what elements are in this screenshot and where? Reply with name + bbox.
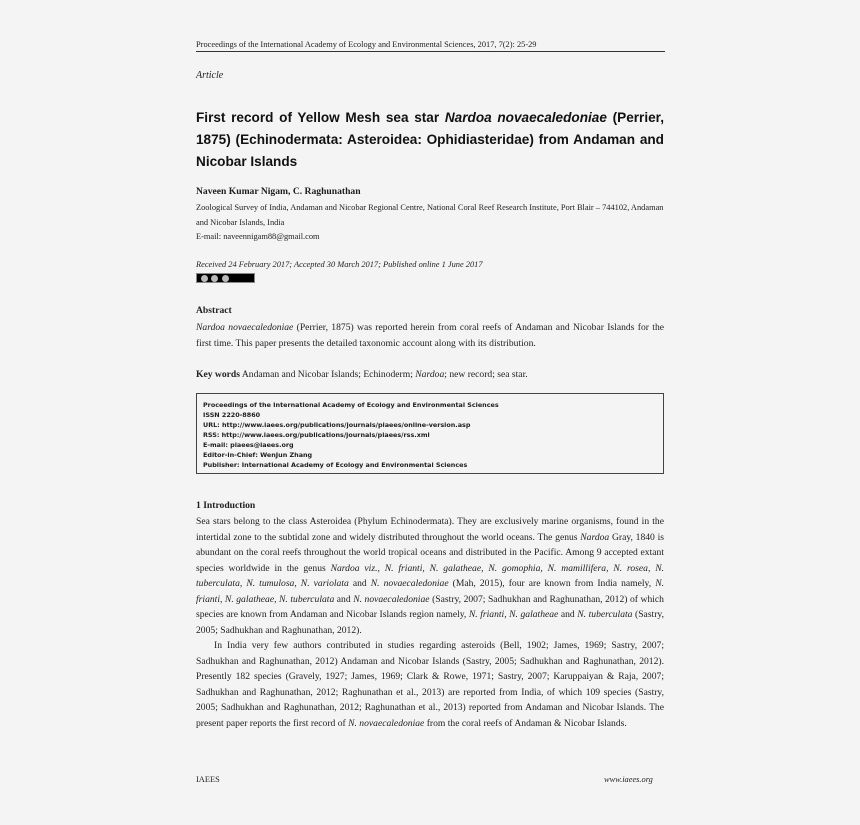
running-head: Proceedings of the International Academy of Ecology and Environmental Sciences, 2017, 7(2): 25-29 xyxy=(196,40,665,52)
keywords-genus: Nardoa xyxy=(415,369,445,380)
affiliation-block xyxy=(196,201,666,245)
title-species: Nardoa novaecaledoniae xyxy=(444,110,607,125)
by-icon xyxy=(211,275,218,282)
text-run: N. frianti, N. galatheae, N. tuberculata xyxy=(196,578,664,605)
abstract-heading: Abstract xyxy=(196,305,232,316)
authors: Naveen Kumar Nigam, C. Raghunathan xyxy=(196,186,361,197)
text-run: and xyxy=(348,578,371,589)
title-part1: First record of Yellow Mesh sea star xyxy=(196,110,445,125)
paper-title xyxy=(196,107,664,173)
text-run: and xyxy=(558,609,578,620)
keywords-label: Key words xyxy=(196,369,240,380)
text-run: N. frianti, N. galatheae xyxy=(468,609,559,620)
journal-name-line: Proceedings of the International Academy of Ecology and Environmental Sciences xyxy=(203,401,499,409)
introduction-body xyxy=(196,514,664,731)
keywords-part2: ; new record; sea star. xyxy=(444,369,528,380)
rss-line: RSS: http://www.iaees.org/publications/journals/piaees/rss.xml xyxy=(203,431,430,439)
text-run: (Sastry, 2007; Sadhukhan and Raghunathan, 2012) of which species are known from Andaman and Nicobar Islands region namely, xyxy=(196,593,664,620)
text-run: Nardoa viz., N. frianti, N. galatheae, N. gomophia, N. mamillifera, N. rosea, N. tuberculata, N. tumulosa, N. variolata xyxy=(196,562,665,589)
text-run: N. tuberculata xyxy=(577,609,633,620)
journal-info-box xyxy=(196,393,664,474)
footer-website: www.iaees.org xyxy=(604,775,653,784)
abstract-body: (Perrier, 1875) was reported herein from coral reefs of Andaman and Nicobar Islands for the first time. This paper presents the detailed taxonomic account along with its distribution. xyxy=(196,322,664,349)
text-run: Gray, 1840 is abundant on the coral reefs throughout the world tropical oceans and distributed in the Pacific. Among 9 accepted extant species worldwide in the genus xyxy=(196,531,664,574)
text-run: (Sastry, 2005; Sadhukhan and Raghunathan, 2012). xyxy=(196,609,664,636)
text-run: and xyxy=(334,593,354,605)
introduction-paragraph-2 xyxy=(196,638,664,731)
cc-icon xyxy=(201,275,208,282)
footer-publisher: IAEES xyxy=(196,775,220,784)
keywords xyxy=(196,367,664,383)
issn-line: ISSN 2220-8860 xyxy=(203,411,261,419)
article-type-label: Article xyxy=(196,70,224,81)
url-line: URL: http://www.iaees.org/publications/journals/piaees/online-version.asp xyxy=(203,421,471,429)
text-run: In India very few authors contributed in studies regarding asteroids (Bell, 1902; James, 1969; Sastry, 2007; Sadhukhan and Raghunathan, 2012) Andaman and Nicobar Islands (Sastry, 2005; Sadhukhan and Raghunathan, 2012). Presently 182 species (Gravely, 1927; James, 1969; Clark & Rowe, 1971; Sastry, 2007; Karuppaiyan & Raja, 2007; Sadhukhan and Raghunathan, 2012; Raghunathan et al., 2013) are reported from India, of which 109 species (Sastry, 2005; Sadhukhan and Raghunathan, 2012; Raghunathan et al., 2013) reported from Andaman and Nicobar Islands. The present paper reports the first record of xyxy=(196,640,664,729)
text-run: from the coral reefs of Andaman & Nicobar Islands. xyxy=(424,717,627,729)
cc-license-badge xyxy=(196,273,255,283)
title-part2: (Perrier, 1875) (Echinodermata: Asteroidea: Ophidiasteridae) from Andaman and Nicobar Islands xyxy=(196,110,664,169)
abstract-species: Nardoa novaecaledoniae xyxy=(196,322,294,333)
text-run: N. novaecaledoniae xyxy=(353,593,430,605)
abstract-text xyxy=(196,320,664,351)
text-run: N. novaecaledoniae xyxy=(348,717,425,729)
email: E-mail: naveennigam88@gmail.com xyxy=(196,232,320,241)
keywords-part1: Andaman and Nicobar Islands; Echinoderm; xyxy=(239,369,416,380)
publication-dates: Received 24 February 2017; Accepted 30 March 2017; Published online 1 June 2017 xyxy=(196,260,483,269)
introduction-paragraph-1 xyxy=(196,514,664,638)
email-line: E-mail: piaees@iaees.org xyxy=(203,441,294,449)
text-run: (Mah, 2015), four are known from India namely, xyxy=(448,578,656,589)
text-run: Nardoa xyxy=(580,531,610,543)
text-run: Sea stars belong to the class Asteroidea (Phylum Echinodermata). They are exclusively marine organisms, found in the intertidal zone to the subtidal zone and widely distributed throughout the world oceans. The genus xyxy=(196,516,664,543)
introduction-heading: 1 Introduction xyxy=(196,500,256,511)
editor-line: Editor-in-Chief: WenJun Zhang xyxy=(203,451,313,459)
affiliation: Zoological Survey of India, Andaman and Nicobar Regional Centre, National Coral Reef Research Institute, Port Blair – 744102, Andaman and Nicobar Islands, India xyxy=(196,203,664,227)
text-run: N. novaecaledoniae xyxy=(370,578,449,589)
license-icon xyxy=(222,275,229,282)
publisher-line: Publisher: International Academy of Ecology and Environmental Sciences xyxy=(203,461,468,469)
